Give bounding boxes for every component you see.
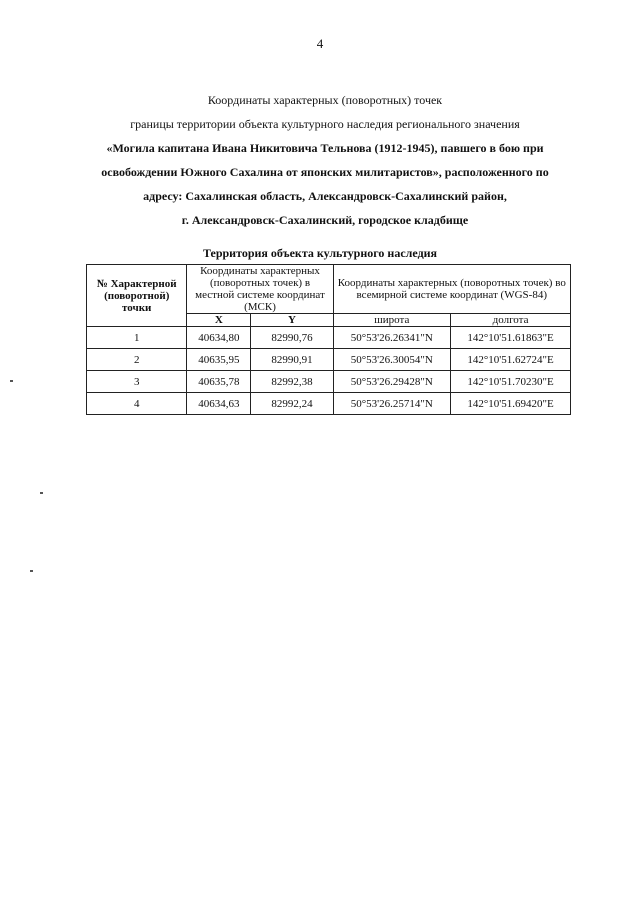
point-number-cell: 1 — [87, 327, 187, 349]
table-row — [87, 327, 571, 349]
local-coords-header: Координаты характерных (поворотных точек) в местной системе координат (МСК) — [187, 265, 333, 314]
y-cell: 82990,91 — [251, 349, 333, 371]
point-number-cell: 3 — [87, 371, 187, 393]
table-title: Территория объекта культурного наследия — [202, 246, 438, 260]
point-number-header: № Характерной (поворотной) точки — [87, 265, 187, 327]
point-number-cell: 4 — [87, 393, 187, 415]
scan-speck — [30, 570, 33, 572]
longitude-header: долгота — [451, 314, 571, 327]
heading-line-4: освобождении Южного Сахалина от японских милитаристов», расположенного по — [101, 165, 549, 179]
x-cell: 40634,63 — [187, 393, 251, 415]
latitude-cell: 50°53'26.25714"N — [333, 393, 451, 415]
heading-line-5: адресу: Сахалинская область, Александровск-Сахалинский район, — [143, 189, 507, 203]
y-header: Y — [251, 314, 333, 327]
latitude-cell: 50°53'26.26341"N — [333, 327, 451, 349]
x-cell: 40635,78 — [187, 371, 251, 393]
latitude-cell: 50°53'26.29428"N — [333, 371, 451, 393]
table-row — [87, 371, 571, 393]
heading-line-3: «Могила капитана Ивана Никитовича Тельнова (1912-1945), павшего в бою при — [106, 141, 544, 155]
heading-line-2: границы территории объекта культурного наследия регионального значения — [130, 117, 520, 131]
table-row — [87, 349, 571, 371]
x-cell: 40635,95 — [187, 349, 251, 371]
y-cell: 82992,24 — [251, 393, 333, 415]
heading-line-6: г. Александровск-Сахалинский, городское кладбище — [181, 213, 469, 227]
y-cell: 82992,38 — [251, 371, 333, 393]
heading-line-1: Координаты характерных (поворотных) точек — [207, 93, 443, 107]
document-heading — [60, 88, 590, 232]
y-cell: 82990,76 — [251, 327, 333, 349]
latitude-cell: 50°53'26.30054"N — [333, 349, 451, 371]
x-header: X — [187, 314, 251, 327]
point-number-cell: 2 — [87, 349, 187, 371]
scan-speck — [10, 380, 13, 382]
longitude-cell: 142°10'51.61863"E — [451, 327, 571, 349]
longitude-cell: 142°10'51.62724"E — [451, 349, 571, 371]
longitude-cell: 142°10'51.69420"E — [451, 393, 571, 415]
table-header-row — [87, 265, 571, 314]
x-cell: 40634,80 — [187, 327, 251, 349]
page-number: 4 — [316, 36, 324, 51]
longitude-cell: 142°10'51.70230"E — [451, 371, 571, 393]
coordinates-table — [86, 264, 571, 415]
latitude-header: широта — [333, 314, 451, 327]
wgs-coords-header: Координаты характерных (поворотных точек) во всемирной системе координат (WGS-84) — [333, 265, 570, 314]
scan-speck — [40, 492, 43, 494]
table-row — [87, 393, 571, 415]
